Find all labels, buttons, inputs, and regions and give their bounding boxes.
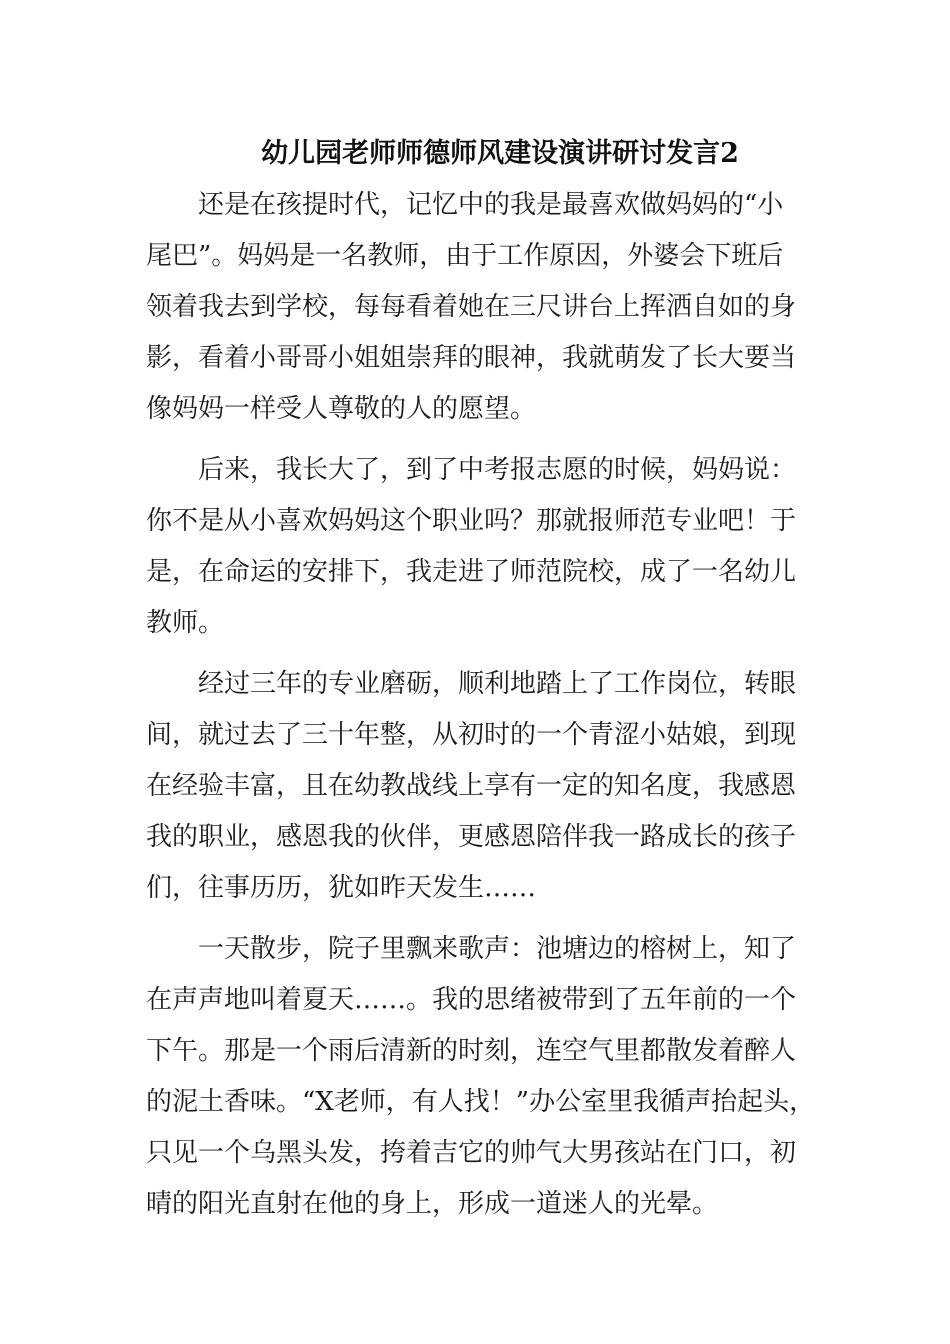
paragraph-line: 晴的阳光直射在他的身上，形成一道迷人的光晕。 [146,1189,719,1219]
paragraph-line: 教师。 [146,608,225,638]
paragraph-line: 是，在命运的安排下，我走进了师范院校，成了一名幼儿 [146,557,797,587]
document-title: 幼儿园老师师德师风建设演讲研讨发言2 [261,138,739,169]
paragraph-line: 的泥土香味。“X老师，有人找！”办公室里我循声抬起头， [146,1087,816,1117]
paragraph-line: 我的职业，感恩我的伙伴，更感恩陪伴我一路成长的孩子 [146,822,797,852]
paragraph-line: 间，就过去了三十年整，从初时的一个青涩小姑娘，到现 [146,720,797,750]
paragraph-line: 后来，我长大了，到了中考报志愿的时候，妈妈说： [198,455,797,485]
paragraph-line: 经过三年的专业磨砺，顺利地踏上了工作岗位，转眼 [198,669,797,699]
paragraph-4 [146,924,826,1230]
document-body [146,180,826,1240]
paragraph-line: 影，看着小哥哥小姐姐崇拜的眼神，我就萌发了长大要当 [146,343,797,373]
paragraph-line: 领着我去到学校，每每看着她在三尺讲台上挥洒自如的身 [146,292,797,322]
paragraph-line: 尾巴”。妈妈是一名教师，由于工作原因，外婆会下班后 [146,241,784,271]
paragraph-line: 还是在孩提时代，记忆中的我是最喜欢做妈妈的“小 [198,190,784,220]
paragraph-line: 们，往事历历，犹如昨天发生…… [146,873,537,903]
paragraph-line: 你不是从小喜欢妈妈这个职业吗？那就报师范专业吧！于 [146,506,797,536]
paragraph-line: 在经验丰富，且在幼教战线上享有一定的知名度，我感恩 [146,771,797,801]
paragraph-2 [146,445,826,649]
paragraph-line: 像妈妈一样受人尊敬的人的愿望。 [146,394,537,424]
paragraph-3 [146,659,826,914]
paragraph-line: 一天散步，院子里飘来歌声：池塘边的榕树上，知了 [198,934,797,964]
paragraph-line: 只见一个乌黑头发，挎着吉它的帅气大男孩站在门口，初 [146,1138,797,1168]
paragraph-line: 下午。那是一个雨后清新的时刻，连空气里都散发着醉人 [146,1036,797,1066]
paragraph-1 [146,180,826,435]
paragraph-line: 在声声地叫着夏天……。我的思绪被带到了五年前的一个 [146,985,797,1015]
